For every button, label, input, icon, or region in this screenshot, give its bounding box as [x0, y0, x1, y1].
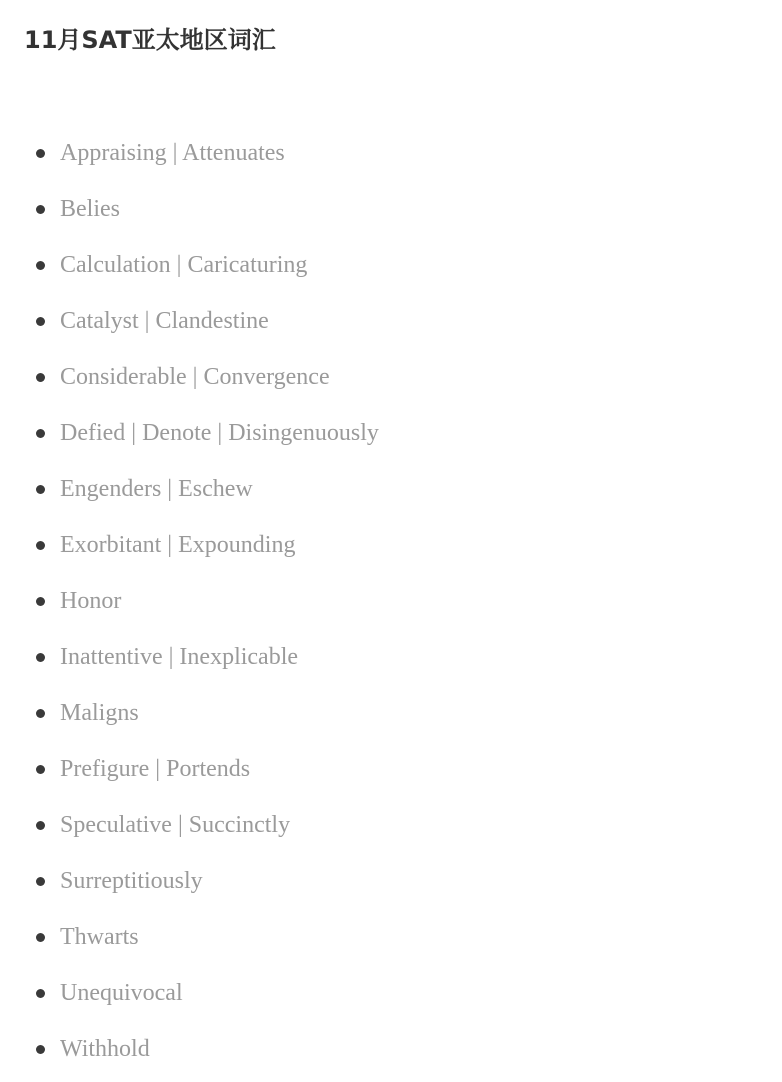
bullet-icon — [36, 933, 45, 942]
bullet-icon — [36, 989, 45, 998]
bullet-icon — [36, 317, 45, 326]
list-item-text: Belies — [60, 196, 120, 222]
list-item-text: Inattentive | Inexplicable — [60, 644, 299, 670]
bullet-icon — [36, 821, 45, 830]
list-item — [0, 293, 379, 349]
list-item — [0, 685, 379, 741]
list-item — [0, 909, 379, 965]
bullet-icon — [36, 149, 45, 158]
list-item — [0, 517, 379, 573]
list-item-text: Defied | Denote | Disingenuously — [60, 420, 379, 446]
list-item-text: Surreptitiously — [60, 868, 203, 894]
bullet-icon — [36, 653, 45, 662]
bullet-icon — [36, 541, 45, 550]
list-item — [0, 461, 379, 517]
bullet-icon — [36, 1045, 45, 1054]
list-item — [0, 405, 379, 461]
list-item-text: Withhold — [60, 1036, 150, 1062]
list-item — [0, 797, 379, 853]
list-item-text: Calculation | Caricaturing — [60, 252, 308, 278]
list-item — [0, 237, 379, 293]
list-item — [0, 629, 379, 685]
list-item-text: Exorbitant | Expounding — [60, 532, 296, 558]
list-item-text: Maligns — [60, 700, 139, 726]
bullet-icon — [36, 765, 45, 774]
bullet-icon — [36, 429, 45, 438]
bullet-icon — [36, 597, 45, 606]
list-item-text: Unequivocal — [60, 980, 183, 1006]
bullet-icon — [36, 709, 45, 718]
list-item-text: Honor — [60, 588, 122, 614]
page-title: 11月SAT亚太地区词汇 — [24, 26, 276, 54]
list-item-text: Speculative | Succinctly — [60, 812, 291, 838]
list-item — [0, 1021, 379, 1077]
list-item-text: Thwarts — [60, 924, 139, 950]
bullet-icon — [36, 261, 45, 270]
list-item — [0, 349, 379, 405]
list-item-text: Engenders | Eschew — [60, 476, 253, 502]
bullet-icon — [36, 877, 45, 886]
list-item-text: Appraising | Attenuates — [60, 140, 285, 166]
list-item-text: Considerable | Convergence — [60, 364, 330, 390]
vocabulary-list — [0, 125, 379, 1077]
bullet-icon — [36, 485, 45, 494]
list-item — [0, 181, 379, 237]
list-item — [0, 853, 379, 909]
list-item-text: Prefigure | Portends — [60, 756, 251, 782]
list-item — [0, 573, 379, 629]
list-item — [0, 741, 379, 797]
list-item — [0, 965, 379, 1021]
list-item — [0, 125, 379, 181]
bullet-icon — [36, 205, 45, 214]
list-item-text: Catalyst | Clandestine — [60, 308, 269, 334]
bullet-icon — [36, 373, 45, 382]
